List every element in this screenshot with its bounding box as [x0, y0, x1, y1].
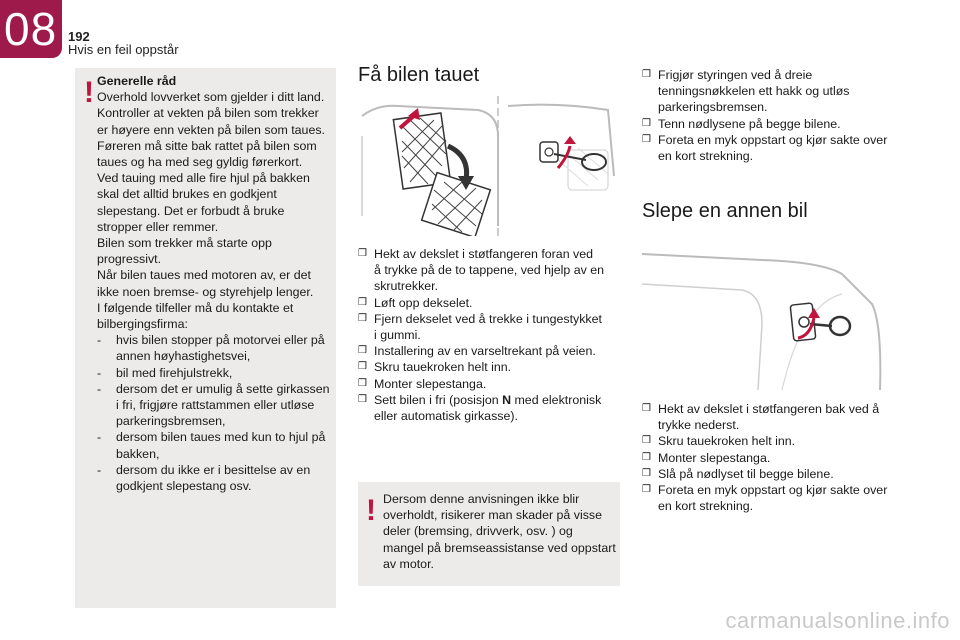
checkbox-bullet-icon: ❒ [358, 345, 367, 357]
towed-steps [358, 246, 620, 424]
general-advice-line: I følgende tilfeller må du kontakte et [97, 300, 294, 315]
checkbox-bullet-icon: ❒ [642, 467, 651, 479]
general-advice-line: skal det alltid brukes en godkjent [97, 187, 277, 202]
dash-bullet: - [97, 365, 102, 380]
general-advice-line: taues og ha med seg gyldig førerkort. [97, 155, 303, 170]
checkbox-bullet-icon: ❒ [358, 393, 367, 405]
checkbox-bullet-icon: ❒ [358, 296, 367, 308]
step-item: ❒ Skru tauekroken helt inn. [358, 360, 512, 375]
dash-bullet: - [97, 430, 102, 445]
checkbox-bullet-icon: ❒ [358, 312, 367, 324]
general-advice-line: Kontroller at vekten på bilen som trekker [97, 106, 319, 121]
page-number: 192 [68, 29, 90, 44]
warning-icon: ! [366, 494, 376, 527]
section-title: Hvis en feil oppstår [68, 42, 179, 57]
step-item: ❒ Foreta en myk oppstart og kjør sakte over en kort strekning. [642, 483, 888, 514]
tow-hook-icon [540, 136, 608, 190]
chapter-tab [0, 0, 62, 58]
dash-bullet: - [97, 381, 102, 396]
general-advice-line: ikke noen bremse- og styrehjelp lenger. [97, 284, 314, 299]
general-advice-line: er høyere enn vekten på bilen som taues. [97, 122, 325, 137]
tow-hook-icon [790, 303, 850, 341]
dash-bullet: - [97, 333, 102, 348]
list-item: - dersom bilen taues med kun to hjul på bakken, [97, 430, 326, 461]
checkbox-bullet-icon: ❒ [358, 361, 367, 373]
checkbox-bullet-icon: ❒ [358, 248, 367, 259]
step-item: ❒ Monter slepestanga. [642, 450, 771, 465]
checkbox-bullet-icon: ❒ [642, 451, 651, 463]
step-item: ❒ Installering av en varseltrekant på veien. [358, 344, 596, 359]
step-item: ❒ Slå på nødlyset til begge bilene. [642, 466, 834, 481]
step-item: ❒ Foreta en myk oppstart og kjør sakte over en kort strekning. [642, 132, 888, 164]
general-advice-line: bilbergingsfirma: [97, 317, 188, 332]
front-tow-illustration [358, 96, 620, 236]
rear-tow-illustration [642, 244, 904, 390]
step-item: ❒ Fjern dekselet ved å trekke i tungestykket i gummi. [358, 311, 602, 343]
list-item: - bil med firehjulstrekk, [97, 365, 233, 380]
general-advice-line: Føreren må sitte bak rattet på bilen som [97, 138, 317, 153]
general-advice-line: Ved tauing med alle fire hjul på bakken [97, 171, 310, 186]
step-item: ❒ Hekt av dekslet i støtfangeren foran ved å trykke på de to tappene, ved hjelp av en skrutrekker. [358, 247, 605, 294]
watermark: carmanualsonline.info [725, 608, 950, 633]
general-advice-text [97, 73, 335, 494]
chapter-number: 08 [4, 3, 58, 55]
list-item: - dersom det er umulig å sette girkassen i fri, frigjøre rattstammen eller utløse parkeringsbremsen, [97, 381, 330, 429]
step-item: ❒ Monter slepestanga. [358, 376, 487, 391]
checkbox-bullet-icon: ❒ [642, 117, 651, 129]
step-item: ❒ Hekt av dekslet i støtfangeren bak ved å trykke nederst. [642, 402, 880, 433]
step-item: ❒ Tenn nødlysene på begge bilene. [642, 116, 841, 131]
dash-bullet: - [97, 462, 102, 477]
step-item: ❒ Frigjør styringen ved å dreie tenningsnøkkelen ett hakk og utløs parkeringsbremsen. [642, 68, 850, 115]
general-advice-title: Generelle råd [97, 74, 177, 88]
towed-steps-continued [642, 67, 902, 164]
general-advice-line: stropper eller remmer. [97, 219, 219, 234]
general-advice-line: Når bilen taues med motoren av, er det [97, 268, 311, 283]
step-item: ❒ Skru tauekroken helt inn. [642, 434, 796, 449]
list-item: - dersom du ikke er i besittelse av en godkjent slepestang osv. [97, 462, 311, 494]
list-item: - hvis bilen stopper på motorvei eller på annen høyhastighetsvei, [97, 333, 325, 364]
towing-steps [642, 401, 902, 514]
checkbox-bullet-icon: ❒ [642, 435, 651, 447]
checkbox-bullet-icon: ❒ [358, 377, 367, 389]
checkbox-bullet-icon: ❒ [642, 133, 651, 145]
general-advice-line: slepestang. Det er forbudt å bruke [97, 203, 285, 218]
checkbox-bullet-icon: ❒ [642, 69, 651, 80]
checkbox-bullet-icon: ❒ [642, 484, 651, 496]
warning-text: Dersom denne anvisningen ikke blir overholdt, risikerer man skader på visse deler (bremsing, drivverk, osv. ) og mangel på bremseassistanse ved oppstart av motor. [383, 492, 616, 571]
warning-icon: ! [84, 76, 94, 109]
step-item: ❒ Sett bilen i fri (posisjon N med elektronisk eller automatisk girkasse). [358, 392, 602, 424]
checkbox-bullet-icon: ❒ [642, 403, 651, 414]
towed-heading: Få bilen tauet [358, 64, 480, 86]
front-cover-icon [393, 113, 490, 236]
step-item: ❒ Løft opp dekselet. [358, 295, 473, 310]
general-advice-line: progressivt. [97, 252, 162, 267]
towing-heading: Slepe en annen bil [642, 200, 808, 222]
general-advice-line: Bilen som trekker må starte opp [97, 236, 272, 251]
general-advice-line: Overhold lovverket som gjelder i ditt land. [97, 90, 325, 105]
